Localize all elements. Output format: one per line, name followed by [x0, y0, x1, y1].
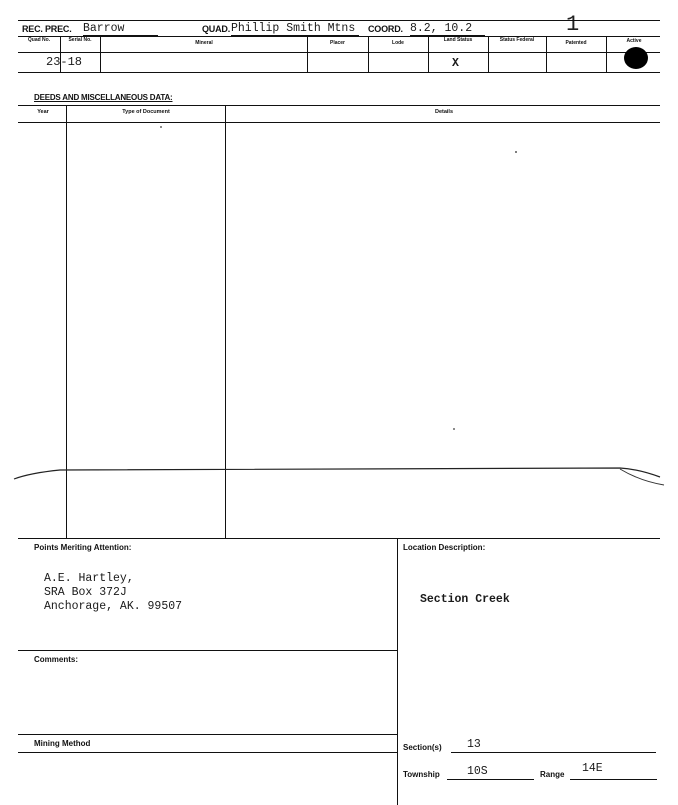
deeds-header-top [18, 105, 660, 106]
coord-label: COORD. [368, 24, 403, 34]
claims-divider [100, 36, 101, 72]
range-value: 14E [582, 762, 603, 775]
coord-value: 8.2, 10.2 [410, 22, 473, 35]
claims-divider [606, 36, 607, 72]
col-land-status: Land Status [443, 37, 473, 43]
lower-divider [397, 538, 398, 805]
mining-top-border [18, 734, 397, 735]
scan-speck [453, 428, 455, 430]
land-status-mark: X [452, 57, 459, 70]
col-lode: Lode [392, 40, 404, 46]
col-serial-no: Serial No. [68, 37, 92, 43]
claims-divider [428, 36, 429, 72]
comments-top-border [18, 650, 397, 651]
location-value: Section Creek [420, 593, 510, 606]
col-type-of-document: Type of Document [122, 109, 170, 115]
mining-label: Mining Method [34, 739, 91, 748]
col-mineral: Mineral [195, 40, 213, 46]
quad-label: QUAD. [202, 24, 230, 34]
page-mark: 1 [566, 12, 580, 37]
points-line-1: A.E. Hartley, [44, 572, 134, 585]
scan-speck [515, 151, 517, 153]
township-underline [447, 779, 534, 780]
col-placer: Placer [329, 40, 345, 46]
deeds-header-bottom [18, 122, 660, 123]
col-year: Year [37, 109, 49, 115]
points-line-3: Anchorage, AK. 99507 [44, 600, 183, 613]
deeds-bottom-border [18, 538, 660, 539]
claims-divider [307, 36, 308, 72]
range-underline [570, 779, 657, 780]
location-label: Location Description: [403, 543, 486, 552]
section-label: Section(s) [403, 743, 442, 752]
section-value: 13 [467, 738, 481, 751]
mining-line [18, 752, 397, 753]
quad-value: Phillip Smith Mtns [231, 22, 356, 35]
deeds-title: DEEDS AND MISCELLANEOUS DATA: [34, 93, 173, 102]
col-quad-no: Quad No. [27, 37, 51, 43]
quad-serial-value: 23-18 [46, 55, 83, 69]
points-line-2: SRA Box 372J [44, 586, 127, 599]
township-value: 10S [467, 765, 488, 778]
col-details: Details [434, 109, 454, 115]
section-underline [451, 752, 656, 753]
col-patented: Patented [565, 40, 587, 46]
active-filled-dot-icon [624, 47, 648, 69]
claims-header-top [18, 36, 660, 37]
township-label: Township [403, 770, 440, 779]
claims-divider [546, 36, 547, 72]
col-status-federal: Status Federal [499, 37, 535, 43]
claims-divider [488, 36, 489, 72]
points-label: Points Meriting Attention: [34, 543, 132, 552]
range-label: Range [540, 770, 565, 779]
claims-divider [368, 36, 369, 72]
claims-header-bottom [18, 52, 660, 53]
form-top-border [18, 20, 660, 21]
col-active: Active [626, 38, 642, 44]
comments-label: Comments: [34, 655, 79, 664]
rec-prec-value: Barrow [83, 22, 125, 35]
claims-row-bottom [18, 72, 660, 73]
scan-speck [160, 126, 162, 128]
rec-prec-label: REC. PREC. [22, 24, 72, 34]
fold-line [0, 455, 678, 495]
